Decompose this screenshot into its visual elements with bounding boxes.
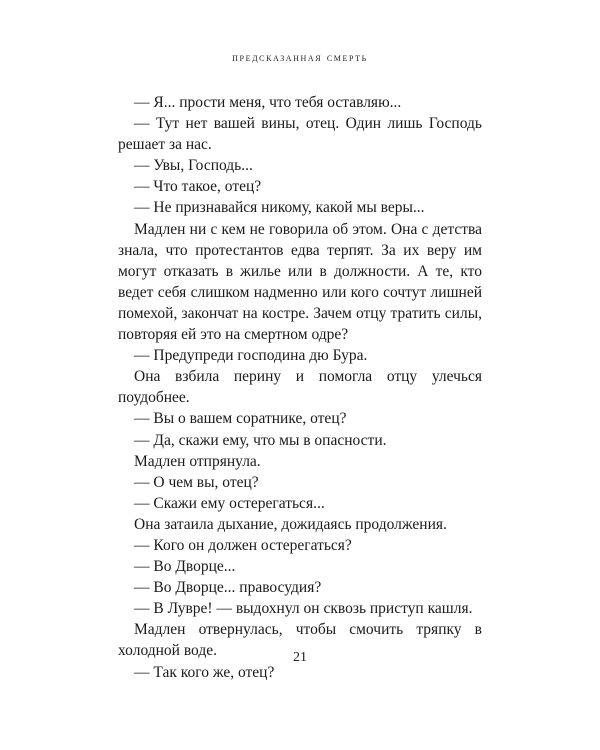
page-number: 21 <box>293 650 307 665</box>
paragraph: Она взбила перину и помогла отцу улечься поудобнее. <box>118 368 482 407</box>
paragraph: — В Лувре! — выдохнул он сквозь приступ кашля. <box>134 600 473 618</box>
text-block <box>118 92 482 683</box>
paragraph: Мадлен отпрянула. <box>134 452 261 470</box>
paragraph: — Тут нет вашей вины, отец. Один лишь Господь решает за нас. <box>118 115 482 154</box>
paragraph: — Во Дворце... правосудия? <box>134 579 322 597</box>
paragraph: — О чем вы, отец? <box>134 473 259 491</box>
paragraph: — Предупреди господина дю Бура. <box>134 347 368 365</box>
paragraph: Мадлен отвернулась, чтобы смочить тряпку в холодной воде. <box>118 621 482 660</box>
paragraph: Мадлен ни с кем не говорила об этом. Она с детства знала, что протестантов едва терпят. За их веру им могут отказать в жилье или в должности. А те, кто ведет себя слишком надменно или кого сочтут лишней помехой, закончат на костре. Зачем отцу тратить силы, повторяя ей это на смертном одре? <box>118 220 482 344</box>
paragraph: — Я... прости меня, что тебя оставляю... <box>134 94 402 111</box>
running-head: предсказанная смерть <box>232 50 368 64</box>
paragraph: Она затаила дыхание, дожидаясь продолжения. <box>134 515 447 533</box>
paragraph: — Да, скажи ему, что мы в опасности. <box>134 431 387 449</box>
paragraph: — Увы, Господь... <box>134 157 253 175</box>
paragraph: — Кого он должен остерегаться? <box>134 536 352 554</box>
paragraph: — Вы о вашем соратнике, отец? <box>134 410 347 428</box>
paragraph: — Так кого же, отец? <box>134 663 275 681</box>
paragraph: — Не признавайся никому, какой мы веры... <box>134 199 425 217</box>
paragraph: — Во Дворце... <box>134 558 236 576</box>
paragraph: — Скажи ему остерегаться... <box>134 494 325 512</box>
paragraph: — Что такое, отец? <box>134 178 262 196</box>
